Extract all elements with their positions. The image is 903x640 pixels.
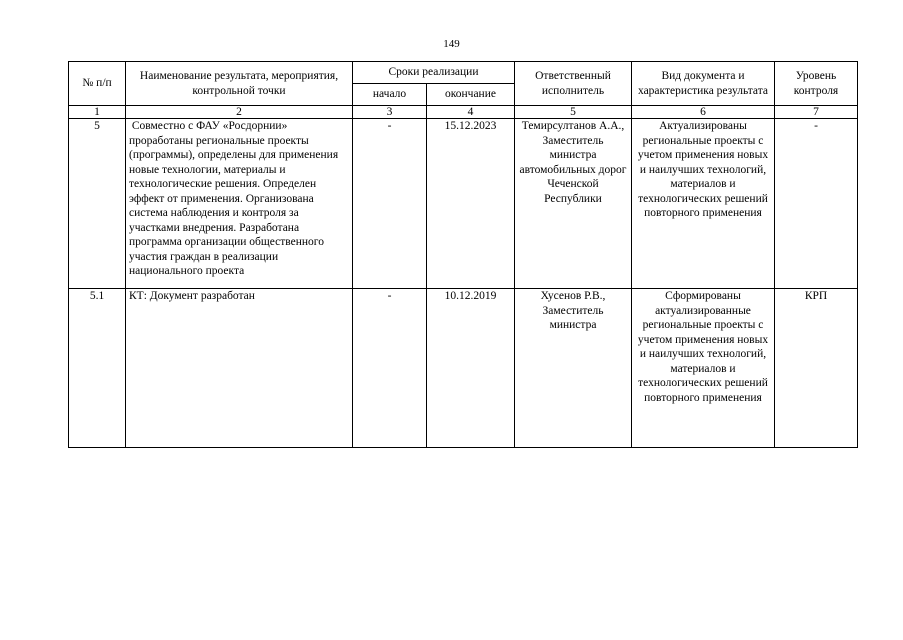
header-level: Уровень контроля (775, 62, 858, 106)
row-responsible: Хусенов Р.В., Заместитель министра (540, 290, 606, 331)
row-num: 5.1 (89, 290, 105, 302)
header-name: Наименование результата, мероприятия, контрольной точки (126, 62, 353, 106)
column-number: 2 (126, 106, 353, 119)
header-responsible: Ответственный исполнитель (515, 62, 632, 106)
row-doc-type: Актуализированы региональные проекты с учетом применения новых и наилучших технологий, материалов и технологических решений повторного применения (637, 120, 769, 219)
header-num: № п/п (69, 62, 126, 106)
row-level: КРП (804, 290, 828, 302)
table-row (69, 119, 858, 289)
row-doc-type: Сформированы актуализированные региональные проекты с учетом применения новых и наилучших технологий, материалов и технологических решений повторного применения (637, 290, 769, 404)
column-number-row (69, 106, 858, 119)
header-end: окончание (427, 84, 515, 106)
row-name: КТ: Документ разработан (129, 290, 255, 302)
row-end: 10.12.2019 (444, 290, 497, 302)
table-row (69, 289, 858, 448)
column-number: 3 (353, 106, 427, 119)
implementation-table (68, 61, 858, 448)
row-responsible: Темирсултанов А.А., Заместитель министра автомобильных дорог Чеченской Республики (519, 120, 627, 205)
header-start: начало (353, 84, 427, 106)
row-name: Совместно с ФАУ «Росдорнии» проработаны региональные проекты (программы), определены для применения новые технологии, материалы и технологические решения. Определен эффект от применения. Организована система наблюдения и контроля за участками внедрения. Разработана программа организации общественного участия граждан в реализации национального проекта (129, 120, 342, 277)
header-terms: Сроки реализации (353, 62, 515, 84)
row-end: 15.12.2023 (444, 120, 497, 132)
column-number: 4 (427, 106, 515, 119)
row-num: 5 (94, 120, 100, 132)
column-number: 5 (515, 106, 632, 119)
row-start: - (387, 120, 392, 132)
header-doc-type: Вид документа и характеристика результата (632, 62, 775, 106)
column-number: 6 (632, 106, 775, 119)
page-number: 149 (443, 38, 460, 50)
column-number: 1 (69, 106, 126, 119)
column-number: 7 (775, 106, 858, 119)
header-row (69, 62, 858, 84)
row-start: - (387, 290, 392, 302)
row-level: - (814, 120, 818, 132)
